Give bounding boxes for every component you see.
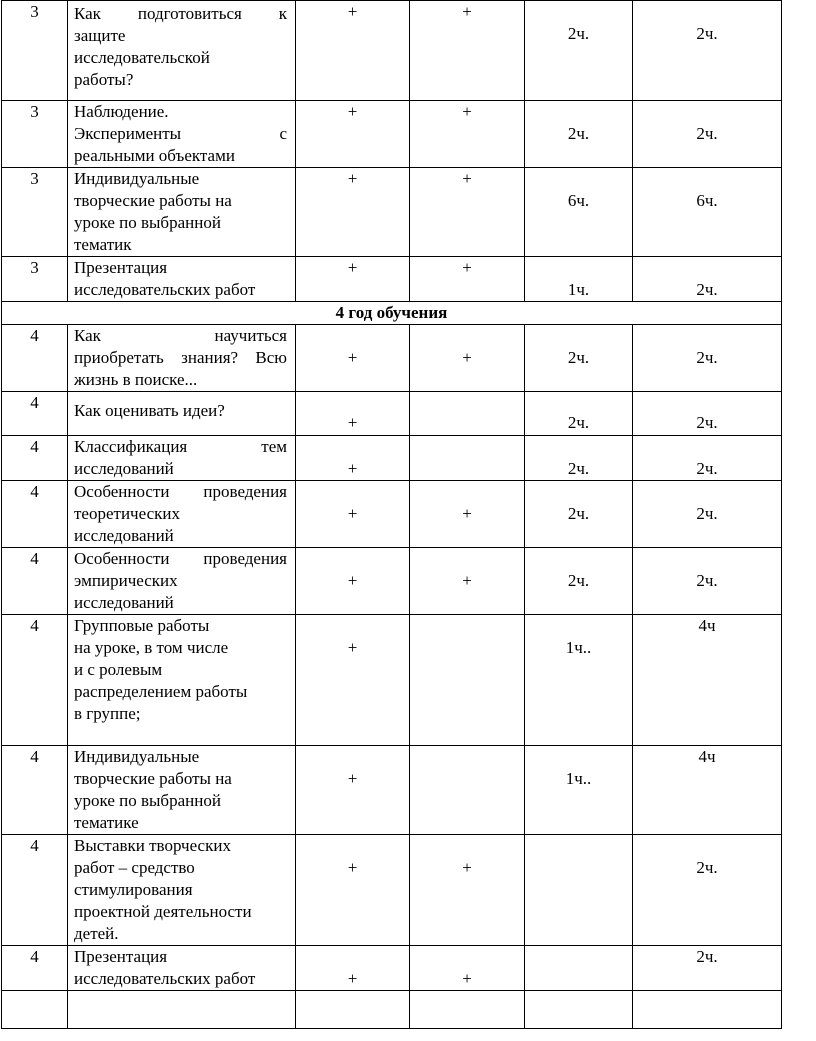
row-number-text: 4 bbox=[30, 947, 39, 966]
mark-b bbox=[410, 481, 525, 548]
hours-a-text bbox=[525, 835, 632, 857]
mark-b-text: + bbox=[462, 571, 472, 590]
empty-cell bbox=[296, 991, 410, 1029]
hours-b bbox=[633, 257, 782, 302]
hours-a bbox=[525, 481, 633, 548]
hours-a bbox=[525, 1, 633, 101]
topic-line: уроке по выбранной bbox=[74, 213, 221, 232]
mark-b-text: + bbox=[462, 858, 472, 877]
mark-a-text: + bbox=[347, 638, 358, 657]
topic-cell bbox=[68, 946, 296, 991]
table-row bbox=[2, 946, 782, 991]
row-number-text: 3 bbox=[30, 258, 39, 277]
empty-row bbox=[2, 991, 782, 1029]
mark-b-text: + bbox=[462, 169, 472, 188]
table-row bbox=[2, 392, 782, 436]
mark-b bbox=[410, 101, 525, 168]
mark-b bbox=[410, 615, 525, 746]
mark-b bbox=[410, 946, 525, 991]
hours-a bbox=[525, 392, 633, 436]
hours-a-text: 2ч. bbox=[567, 459, 590, 478]
topic-line: исследовательской bbox=[74, 48, 210, 67]
mark-b-text: + bbox=[462, 102, 472, 121]
topic-cell bbox=[68, 548, 296, 615]
row-number-text: 4 bbox=[30, 836, 39, 855]
hours-a-text: 1ч.. bbox=[565, 638, 592, 657]
hours-b bbox=[633, 835, 782, 946]
topic-cell bbox=[68, 168, 296, 257]
section-header-row bbox=[2, 302, 782, 325]
topic-line: Особенности проведения bbox=[74, 549, 287, 568]
topic-line: Индивидуальные bbox=[74, 169, 200, 188]
hours-a-text: 6ч. bbox=[567, 191, 590, 210]
topic-line: теоретических bbox=[74, 504, 180, 523]
mark-b-text bbox=[410, 436, 524, 458]
table-body bbox=[2, 1, 782, 1029]
row-number-text: 4 bbox=[30, 482, 39, 501]
topic-line: работы? bbox=[74, 70, 134, 89]
row-number bbox=[2, 746, 68, 835]
topic-line: творческие работы на bbox=[74, 769, 232, 788]
hours-a-text: 1ч.. bbox=[565, 769, 592, 788]
mark-b bbox=[410, 392, 525, 436]
hours-b bbox=[633, 481, 782, 548]
table-row bbox=[2, 481, 782, 548]
topic-cell bbox=[68, 746, 296, 835]
topic-line: Презентация bbox=[74, 947, 168, 966]
hours-b-text: 4ч bbox=[698, 747, 716, 766]
hours-b-text: 2ч. bbox=[696, 24, 718, 43]
table-row bbox=[2, 615, 782, 746]
hours-a bbox=[525, 436, 633, 481]
mark-b-text bbox=[410, 615, 524, 637]
row-number-text: 4 bbox=[30, 326, 39, 345]
topic-line: исследований bbox=[74, 526, 174, 545]
table-row bbox=[2, 325, 782, 392]
topic-line: эмпирических bbox=[74, 571, 178, 590]
empty-cell bbox=[2, 991, 68, 1029]
mark-b-text: + bbox=[462, 348, 472, 367]
hours-b bbox=[633, 1, 782, 101]
topic-line: Как научиться bbox=[74, 326, 287, 345]
empty-cell bbox=[68, 991, 296, 1029]
row-number-text: 3 bbox=[30, 102, 39, 121]
mark-b-text: + bbox=[462, 2, 472, 21]
row-number-text: 4 bbox=[30, 747, 39, 766]
mark-a bbox=[296, 746, 410, 835]
hours-a-text: 2ч. bbox=[567, 348, 590, 367]
row-number bbox=[2, 835, 68, 946]
hours-b-text: 2ч. bbox=[696, 280, 718, 299]
topic-line: исследовательских работ bbox=[74, 969, 256, 988]
hours-a bbox=[525, 257, 633, 302]
topic-cell bbox=[68, 392, 296, 436]
hours-b bbox=[633, 325, 782, 392]
row-number bbox=[2, 257, 68, 302]
table-row bbox=[2, 746, 782, 835]
topic-line: детей. bbox=[74, 924, 119, 943]
mark-a bbox=[296, 257, 410, 302]
hours-b-text: 4ч bbox=[698, 616, 716, 635]
topic-line: тематике bbox=[74, 813, 139, 832]
hours-a bbox=[525, 615, 633, 746]
mark-a-text: + bbox=[347, 258, 358, 277]
topic-line: Выставки творческих bbox=[74, 836, 231, 855]
topic-line: проектной деятельности bbox=[74, 902, 252, 921]
table-row bbox=[2, 257, 782, 302]
topic-line: работ – средство bbox=[74, 858, 195, 877]
table-row bbox=[2, 101, 782, 168]
hours-a-text: 1ч. bbox=[567, 280, 590, 299]
row-number bbox=[2, 168, 68, 257]
mark-a-text: + bbox=[347, 459, 358, 478]
topic-cell bbox=[68, 835, 296, 946]
hours-b bbox=[633, 746, 782, 835]
topic-line: на уроке, в том числе bbox=[74, 638, 229, 657]
topic-line: Презентация bbox=[74, 258, 168, 277]
hours-b-text: 2ч. bbox=[696, 947, 718, 966]
mark-a-text: + bbox=[347, 571, 358, 590]
topic-line: защите bbox=[74, 26, 126, 45]
hours-b bbox=[633, 168, 782, 257]
row-number bbox=[2, 1, 68, 101]
mark-b-text: + bbox=[462, 504, 472, 523]
row-number bbox=[2, 392, 68, 436]
hours-b bbox=[633, 392, 782, 436]
hours-b-text: 2ч. bbox=[696, 413, 718, 432]
hours-a-text: 2ч. bbox=[567, 124, 590, 143]
topic-cell bbox=[68, 325, 296, 392]
topic-line: жизнь в поиске... bbox=[74, 370, 198, 389]
mark-a bbox=[296, 548, 410, 615]
hours-b-text: 6ч. bbox=[696, 191, 718, 210]
hours-a-text: 2ч. bbox=[567, 24, 590, 43]
topic-line: Классификация тем bbox=[74, 437, 287, 456]
topic-line: Как подготовиться к bbox=[74, 4, 287, 23]
topic-line: Как оценивать идеи? bbox=[74, 401, 225, 420]
topic-line: Эксперименты с bbox=[74, 124, 287, 143]
topic-cell bbox=[68, 101, 296, 168]
topic-line: Наблюдение. bbox=[74, 102, 169, 121]
row-number bbox=[2, 325, 68, 392]
topic-line: исследований bbox=[74, 593, 174, 612]
topic-line: Особенности проведения bbox=[74, 482, 287, 501]
mark-b bbox=[410, 746, 525, 835]
mark-a-text: + bbox=[347, 504, 358, 523]
topic-cell bbox=[68, 481, 296, 548]
hours-b-text: 2ч. bbox=[696, 348, 718, 367]
mark-b bbox=[410, 548, 525, 615]
mark-a bbox=[296, 392, 410, 436]
topic-line: приобретать знания? Всю bbox=[74, 348, 287, 367]
table-row bbox=[2, 168, 782, 257]
hours-a-text: 2ч. bbox=[567, 571, 590, 590]
row-number-text: 3 bbox=[30, 2, 39, 21]
topic-cell bbox=[68, 436, 296, 481]
hours-b-text: 2ч. bbox=[696, 571, 718, 590]
mark-a bbox=[296, 168, 410, 257]
curriculum-table bbox=[1, 0, 782, 1029]
topic-line: исследований bbox=[74, 459, 174, 478]
table-row bbox=[2, 1, 782, 101]
row-number bbox=[2, 548, 68, 615]
topic-line: и с ролевым bbox=[74, 660, 163, 679]
hours-b bbox=[633, 548, 782, 615]
topic-line: стимулирования bbox=[74, 880, 193, 899]
row-number bbox=[2, 481, 68, 548]
row-number bbox=[2, 101, 68, 168]
topic-line: Групповые работы bbox=[74, 616, 210, 635]
topic-line: распределением работы bbox=[74, 682, 248, 701]
mark-b-text bbox=[410, 392, 524, 412]
hours-a bbox=[525, 101, 633, 168]
hours-a bbox=[525, 946, 633, 991]
row-number-text: 4 bbox=[30, 616, 39, 635]
hours-a bbox=[525, 548, 633, 615]
topic-line: исследовательских работ bbox=[74, 280, 256, 299]
mark-a-text: + bbox=[347, 2, 358, 21]
mark-a bbox=[296, 436, 410, 481]
row-number-text: 4 bbox=[30, 393, 39, 412]
hours-a bbox=[525, 325, 633, 392]
table-row bbox=[2, 548, 782, 615]
mark-a bbox=[296, 615, 410, 746]
mark-b bbox=[410, 168, 525, 257]
mark-b bbox=[410, 835, 525, 946]
empty-cell bbox=[633, 991, 782, 1029]
mark-a bbox=[296, 481, 410, 548]
row-number-text: 4 bbox=[30, 549, 39, 568]
mark-a-text: + bbox=[347, 348, 358, 367]
mark-a bbox=[296, 946, 410, 991]
hours-b-text: 2ч. bbox=[696, 459, 718, 478]
mark-b-text: + bbox=[462, 258, 472, 277]
hours-a bbox=[525, 835, 633, 946]
hours-a bbox=[525, 746, 633, 835]
empty-cell bbox=[525, 991, 633, 1029]
topic-line: реальными объектами bbox=[74, 146, 235, 165]
mark-b-text: + bbox=[462, 969, 472, 988]
hours-b bbox=[633, 615, 782, 746]
row-number-text: 4 bbox=[30, 437, 39, 456]
row-number bbox=[2, 436, 68, 481]
mark-a-text: + bbox=[347, 858, 358, 877]
mark-b-text bbox=[410, 746, 524, 768]
mark-a-text: + bbox=[347, 969, 358, 988]
table-row bbox=[2, 436, 782, 481]
row-number-text: 3 bbox=[30, 169, 39, 188]
topic-cell bbox=[68, 257, 296, 302]
hours-b bbox=[633, 436, 782, 481]
hours-b-text: 2ч. bbox=[696, 504, 718, 523]
hours-b bbox=[633, 946, 782, 991]
row-number bbox=[2, 946, 68, 991]
mark-a-text: + bbox=[347, 102, 358, 121]
hours-a-text: 2ч. bbox=[567, 413, 590, 432]
row-number bbox=[2, 615, 68, 746]
section-header: 4 год обучения bbox=[2, 302, 782, 325]
topic-line: творческие работы на bbox=[74, 191, 232, 210]
mark-b bbox=[410, 325, 525, 392]
empty-cell bbox=[410, 991, 525, 1029]
mark-b bbox=[410, 257, 525, 302]
topic-line: тематик bbox=[74, 235, 132, 254]
mark-a bbox=[296, 1, 410, 101]
topic-cell bbox=[68, 1, 296, 101]
mark-a-text: + bbox=[347, 769, 358, 788]
table-row bbox=[2, 835, 782, 946]
mark-a bbox=[296, 101, 410, 168]
topic-line: уроке по выбранной bbox=[74, 791, 221, 810]
hours-b-text: 2ч. bbox=[696, 124, 718, 143]
hours-b bbox=[633, 101, 782, 168]
topic-line: Индивидуальные bbox=[74, 747, 200, 766]
hours-b-text: 2ч. bbox=[696, 858, 718, 877]
mark-b bbox=[410, 436, 525, 481]
topic-cell bbox=[68, 615, 296, 746]
hours-a-text: 2ч. bbox=[567, 504, 590, 523]
hours-a bbox=[525, 168, 633, 257]
mark-b bbox=[410, 1, 525, 101]
mark-a bbox=[296, 835, 410, 946]
mark-a-text: + bbox=[347, 413, 358, 432]
mark-a bbox=[296, 325, 410, 392]
topic-line: в группе; bbox=[74, 704, 141, 723]
mark-a-text: + bbox=[347, 169, 358, 188]
